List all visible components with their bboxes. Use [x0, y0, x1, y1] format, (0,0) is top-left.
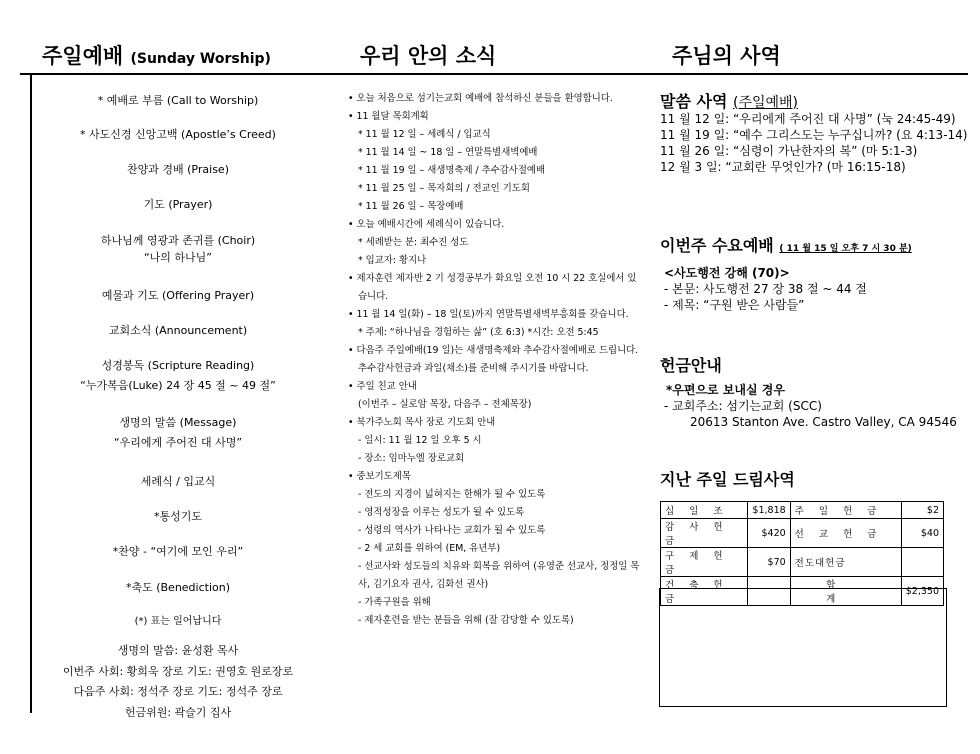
- news-item: • 주일 친교 안내: [348, 381, 417, 392]
- sermon-line: 12 월 3 일: “교회란 무엇인가? (마 16:15-18): [660, 160, 906, 174]
- news-subitem: * 11 월 25 일 – 목자회의 / 전교인 기도회: [358, 183, 530, 194]
- offering-amount: $70: [748, 548, 790, 577]
- this-week-leaders: 이번주 사회: 황희욱 장로 기도: 권영호 원로장로: [62, 665, 294, 678]
- news-item: • 다음주 주일예배(19 일)는 새생명축제와 추수감사절예배로 드립니다.: [348, 345, 639, 356]
- preacher: 생명의 말씀: 윤성환 목사: [117, 644, 239, 657]
- sermon-heading: 말씀 사역 (주일예배): [660, 92, 799, 111]
- news-item: • 11 월 14 일(화) – 18 일(토)까지 연말특별새벽부흥회를 갖습니다.: [348, 309, 629, 320]
- offering-amount: $2: [901, 502, 943, 519]
- news-subitem: - 일시: 11 월 12 일 오후 5 시: [358, 435, 482, 446]
- wednesday-topic: - 제목: “구원 받은 사람들”: [664, 298, 805, 312]
- offering-label: 건 축 헌 금: [661, 577, 748, 606]
- choir: 하나님께 영광과 존귀를 (Choir): [100, 234, 256, 247]
- prayer-request: - 가족구원을 위해: [358, 597, 431, 608]
- prayer-request: - 제자훈련을 받는 분들을 위해 (잘 감당할 수 있도록): [358, 615, 574, 626]
- news-subitem: (이번주 – 실로암 목장, 다음주 – 전체목장): [358, 399, 532, 410]
- offering-amount: $1,818: [748, 502, 790, 519]
- apostles-creed: * 사도신경 신앙고백 (Apostle’s Creed): [80, 128, 276, 141]
- wednesday-section: [660, 238, 912, 313]
- news-subitem: * 11 월 26 일 – 목장예배: [358, 201, 464, 212]
- sermon-section: [660, 94, 967, 175]
- message: 생명의 말씀 (Message): [119, 416, 237, 429]
- offering-amount: [901, 548, 943, 577]
- news-subitem: 추수감사헌금과 과일(채소)를 준비해 주시기를 바랍니다.: [358, 363, 589, 374]
- wednesday-heading: 이번주 수요예배 ( 11 월 15 일 오후 7 시 30 분): [660, 236, 912, 255]
- offerings-heading: 지난 주일 드림사역: [660, 470, 795, 489]
- news-subitem: * 입교자: 황지나: [358, 255, 427, 266]
- offering-committee: 헌금위원: 곽슬기 집사: [124, 706, 232, 719]
- news-subitem: * 주제: “하나님을 경험하는 삶” (호 6:3) *시간: 오전 5:45: [358, 327, 599, 338]
- offering-amount: $420: [748, 519, 790, 548]
- wednesday-book: <사도행전 강해 (70)>: [664, 266, 790, 280]
- news-item: • 오늘 처음으로 섬기는교회 예배에 참석하신 분들을 환영합니다.: [348, 93, 613, 104]
- worship-title: 주일예배: [42, 44, 124, 68]
- choir-song: “나의 하나님”: [143, 251, 213, 264]
- table-row: [661, 502, 944, 519]
- ministry-header: 주님의 사역: [672, 44, 781, 68]
- news-item: • 오늘 예배시간에 세례식이 있습니다.: [348, 219, 505, 230]
- sermon-line: 11 월 19 일: “예수 그리스도는 누구십니까? (요 4:13-14): [660, 128, 968, 142]
- giving-mail: *우편으로 보내실 경우: [666, 383, 785, 397]
- offering-total: $2,350: [901, 577, 943, 606]
- news-item: • 11 월달 목회계획: [348, 111, 429, 122]
- header-rule: [20, 73, 968, 75]
- empty-box: [659, 588, 947, 707]
- scripture-reading: 성경봉독 (Scripture Reading): [101, 359, 255, 372]
- message-title: “우리에게 주어진 대 사명”: [113, 436, 243, 449]
- offering-label: 감 사 헌 금: [661, 519, 748, 548]
- news-item: • 중보기도제목: [348, 471, 411, 482]
- praise: 찬양과 경배 (Praise): [127, 163, 229, 176]
- wednesday-passage: - 본문: 사도행전 27 장 38 절 ~ 44 절: [664, 282, 867, 296]
- benediction: *축도 (Benediction): [125, 581, 231, 594]
- prayer-request: - 영적성장을 이루는 성도가 될 수 있도록: [358, 507, 525, 518]
- sermon-line: 11 월 12 일: “우리에게 주어진 대 사명” (눅 24:45-49): [660, 112, 956, 126]
- giving-section: [660, 358, 957, 430]
- prayer-request: - 전도의 지경이 넓혀지는 한해가 될 수 있도록: [358, 489, 546, 500]
- sermon-line: 11 월 26 일: “심령이 가난한자의 복” (마 5:1-3): [660, 144, 918, 158]
- offering-label: 십 일 조: [661, 502, 748, 519]
- table-row: [661, 548, 944, 577]
- unison-prayer: *통성기도: [153, 510, 202, 523]
- offering-label: 선 교 헌 금: [790, 519, 901, 548]
- news-subitem: - 장소: 임마누엘 장로교회: [358, 453, 465, 464]
- giving-address-name: - 교회주소: 섬기는교회 (SCC): [664, 399, 822, 413]
- left-vertical-rule: [30, 73, 32, 713]
- worship-subtitle: (Sunday Worship): [130, 51, 271, 67]
- news-item: • 북가주노회 목사 장로 기도회 안내: [348, 417, 496, 428]
- prayer-request: - 선교사와 성도들의 치유와 회복을 위하여 (유영준 선교사, 정정일 목사, 김기요자 권사, 김화선 권사): [358, 561, 640, 590]
- standing-note: (*) 표는 일어납니다: [134, 616, 222, 627]
- offering-label: 전도대헌금: [790, 548, 901, 577]
- announcement: 교회소식 (Announcement): [108, 324, 248, 337]
- giving-address: 20613 Stanton Ave. Castro Valley, CA 94546: [690, 415, 957, 429]
- news-subitem: * 11 월 19 일 – 새생명축제 / 추수감사절예배: [358, 165, 546, 176]
- closing-hymn: *찬양 - “여기에 모인 우리”: [112, 545, 244, 558]
- news-list: [344, 90, 640, 630]
- scripture-reference: “누가복음(Luke) 24 장 45 절 ~ 49 절”: [80, 379, 276, 392]
- call-to-worship: * 예배로 부름 (Call to Worship): [97, 94, 259, 107]
- prayer: 기도 (Prayer): [143, 198, 213, 211]
- news-item: • 제자훈련 제자반 2 기 성경공부가 화요일 오전 10 시 22 호실에서 있습니다.: [348, 273, 637, 302]
- prayer-request: - 성령의 역사가 나타나는 교회가 될 수 있도록: [358, 525, 546, 536]
- offering-label: 구 제 헌 금: [661, 548, 748, 577]
- next-week-leaders: 다음주 사회: 정석주 장로 기도: 정석주 장로: [73, 685, 283, 698]
- prayer-request: - 2 세 교회를 위하여 (EM, 유년부): [358, 543, 501, 554]
- offering-label: 주 일 헌 금: [790, 502, 901, 519]
- baptism: 세례식 / 입교식: [140, 475, 216, 488]
- offering-amount: $40: [901, 519, 943, 548]
- table-row: [661, 519, 944, 548]
- news-header: 우리 안의 소식: [360, 44, 497, 68]
- offering-prayer: 예물과 기도 (Offering Prayer): [101, 289, 255, 302]
- news-subitem: * 세례받는 분: 최수진 성도: [358, 237, 469, 248]
- giving-heading: 헌금안내: [660, 356, 722, 375]
- news-subitem: * 11 월 12 일 – 세례식 / 입교식: [358, 129, 491, 140]
- news-subitem: * 11 월 14 일 ~ 18 일 – 연말특별새벽예배: [358, 147, 538, 158]
- worship-header: [42, 40, 271, 70]
- offering-label: 합 계: [790, 577, 901, 606]
